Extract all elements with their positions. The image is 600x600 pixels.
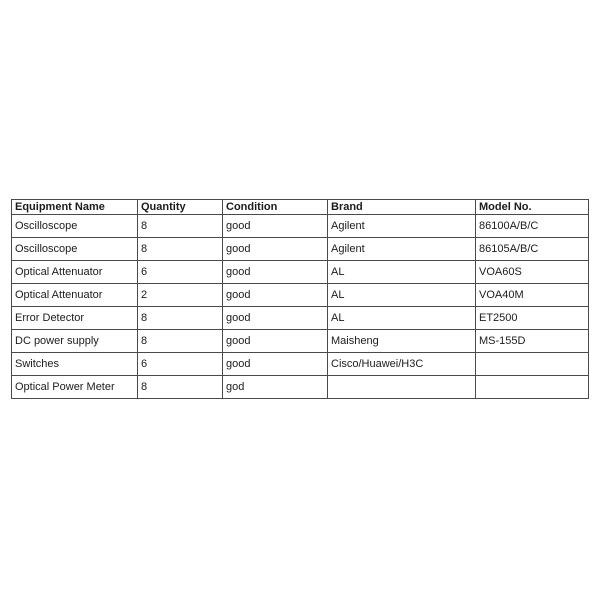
cell-brand: AL	[328, 261, 476, 284]
cell-condition: good	[223, 353, 328, 376]
cell-model-no: VOA40M	[476, 284, 589, 307]
cell-equipment-name: Optical Attenuator	[12, 284, 138, 307]
column-header-model-no: Model No.	[476, 200, 589, 215]
cell-brand: Maisheng	[328, 330, 476, 353]
cell-equipment-name: DC power supply	[12, 330, 138, 353]
header-row	[12, 200, 589, 215]
column-header-equipment-name: Equipment Name	[12, 200, 138, 215]
cell-condition: good	[223, 284, 328, 307]
cell-equipment-name: Optical Attenuator	[12, 261, 138, 284]
cell-quantity: 8	[138, 238, 223, 261]
cell-quantity: 2	[138, 284, 223, 307]
table-row	[12, 238, 589, 261]
cell-brand: Agilent	[328, 215, 476, 238]
cell-brand: AL	[328, 307, 476, 330]
cell-quantity: 6	[138, 353, 223, 376]
cell-brand	[328, 376, 476, 399]
cell-model-no: 86105A/B/C	[476, 238, 589, 261]
cell-model-no: ET2500	[476, 307, 589, 330]
cell-model-no	[476, 376, 589, 399]
cell-equipment-name: Switches	[12, 353, 138, 376]
cell-model-no: MS-155D	[476, 330, 589, 353]
cell-condition: good	[223, 261, 328, 284]
cell-condition: good	[223, 215, 328, 238]
cell-equipment-name: Oscilloscope	[12, 238, 138, 261]
table-row	[12, 376, 589, 399]
cell-condition: good	[223, 330, 328, 353]
table-row	[12, 330, 589, 353]
equipment-inventory-table	[11, 199, 589, 399]
cell-condition: good	[223, 238, 328, 261]
table-row	[12, 284, 589, 307]
cell-quantity: 6	[138, 261, 223, 284]
cell-equipment-name: Oscilloscope	[12, 215, 138, 238]
cell-quantity: 8	[138, 307, 223, 330]
table-row	[12, 215, 589, 238]
cell-brand: Agilent	[328, 238, 476, 261]
column-header-brand: Brand	[328, 200, 476, 215]
cell-condition: god	[223, 376, 328, 399]
cell-quantity: 8	[138, 215, 223, 238]
cell-brand: AL	[328, 284, 476, 307]
cell-equipment-name: Error Detector	[12, 307, 138, 330]
cell-quantity: 8	[138, 376, 223, 399]
column-header-condition: Condition	[223, 200, 328, 215]
cell-model-no	[476, 353, 589, 376]
cell-model-no: VOA60S	[476, 261, 589, 284]
table-row	[12, 261, 589, 284]
table-row	[12, 353, 589, 376]
table-row	[12, 307, 589, 330]
cell-equipment-name: Optical Power Meter	[12, 376, 138, 399]
cell-brand: Cisco/Huawei/H3C	[328, 353, 476, 376]
cell-model-no: 86100A/B/C	[476, 215, 589, 238]
cell-quantity: 8	[138, 330, 223, 353]
column-header-quantity: Quantity	[138, 200, 223, 215]
cell-condition: good	[223, 307, 328, 330]
